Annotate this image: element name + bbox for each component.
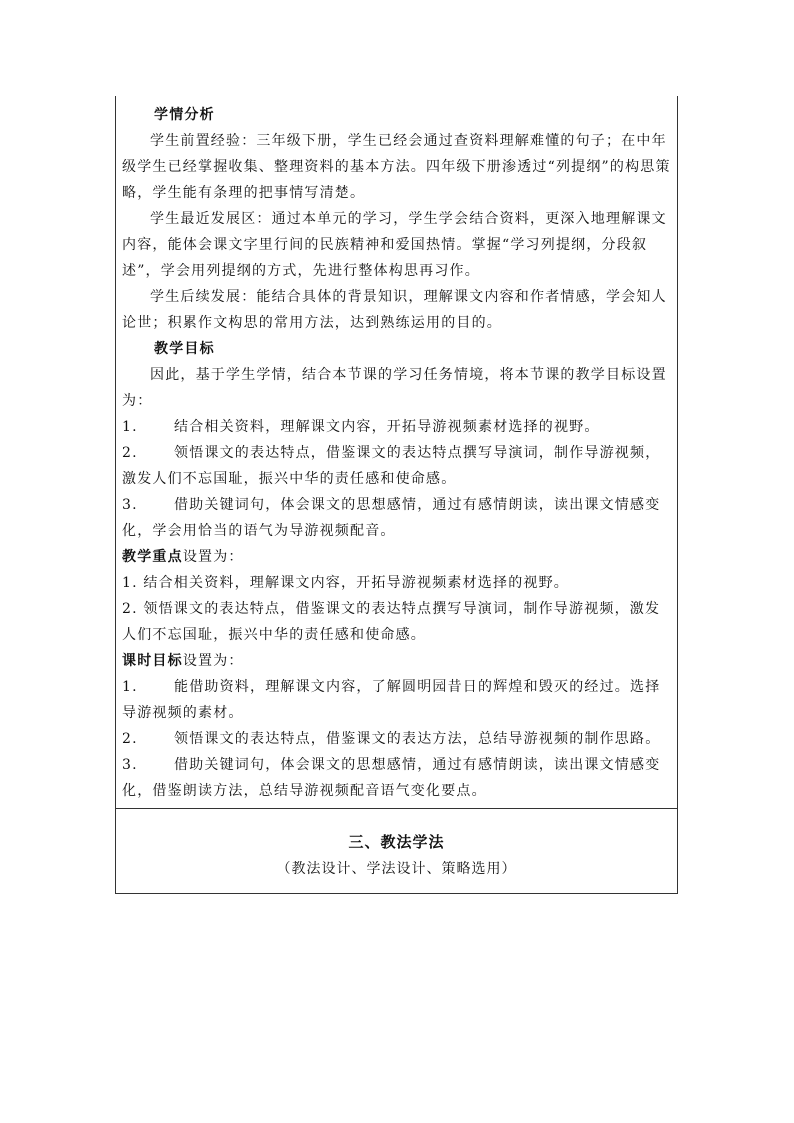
heading-bold: 教学重点	[122, 549, 183, 565]
teaching-goals-heading: 教学目标	[154, 341, 215, 357]
item-text: 借助关键词句，体会课文的思想感情，通过有感情朗读，读出课文情感变化，学会用恰当的语气为导游视频配音。	[122, 497, 661, 539]
key-points-heading	[122, 544, 673, 570]
learning-analysis-heading: 学情分析	[154, 107, 215, 123]
section-title: 三、教法学法	[348, 833, 445, 851]
teaching-goal-item	[122, 414, 673, 440]
item-number: 1.	[122, 419, 138, 435]
item-text: 借助关键词句，体会课文的思想感情，通过有感情朗读，读出课文情感变化，借鉴朗读方法，总结导游视频配音语气变化要点。	[122, 757, 661, 799]
item-text: 能借助资料，理解课文内容，了解圆明园昔日的辉煌和毁灭的经过。选择导游视频的素材。	[122, 679, 661, 721]
section-subtitle: （教法设计、学法设计、策略选用）	[276, 861, 517, 877]
document-table	[115, 96, 678, 894]
lesson-goal-item	[122, 674, 673, 726]
item-number: 1.	[122, 679, 138, 695]
item-number: 3.	[122, 497, 138, 513]
item-text: 结合相关资料，理解课文内容，开拓导游视频素材选择的视野。	[174, 419, 600, 435]
section-header-cell	[115, 808, 678, 894]
heading-bold: 课时目标	[122, 653, 183, 669]
item-text: 领悟课文的表达特点，借鉴课文的表达方法，总结导游视频的制作思路。	[174, 731, 661, 747]
lesson-goal-item	[122, 726, 673, 752]
heading-rest: 设置为：	[182, 653, 244, 669]
lesson-goal-item	[122, 752, 673, 804]
item-number: 3.	[122, 757, 138, 773]
heading-rest: 设置为：	[182, 549, 244, 565]
item-text: 领悟课文的表达特点，借鉴课文的表达特点撰写导演词，制作导游视频，激发人们不忘国耻，振兴中华的责任感和使命感。	[122, 445, 661, 487]
item-number: 2.	[122, 445, 138, 461]
teaching-goal-item	[122, 492, 673, 544]
key-point-item: 1. 结合相关资料，理解课文内容，开拓导游视频素材选择的视野。	[122, 575, 570, 591]
later-development-paragraph: 学生后续发展：能结合具体的背景知识，理解课文内容和作者情感，学会知人论世；积累作文构思的常用方法，达到熟练运用的目的。	[122, 289, 667, 331]
content-cell	[115, 96, 678, 808]
lesson-goals-heading	[122, 648, 673, 674]
zone-development-paragraph: 学生最近发展区：通过本单元的学习，学生学会结合资料，更深入地理解课文内容，能体会课文字里行间的民族精神和爱国热情。掌握“学习列提纲，分段叙述”，学会用列提纲的方式，先进行整体构思再习作。	[122, 211, 667, 279]
key-point-item: 2. 领悟课文的表达特点，借鉴课文的表达特点撰写导演词，制作导游视频，激发人们不忘国耻，振兴中华的责任感和使命感。	[122, 601, 661, 643]
item-number: 2.	[122, 731, 138, 747]
teaching-goal-item	[122, 440, 673, 492]
teaching-goals-intro: 因此，基于学生学情，结合本节课的学习任务情境，将本节课的教学目标设置为：	[122, 367, 667, 409]
prior-experience-paragraph: 学生前置经验：三年级下册，学生已经会通过查资料理解难懂的句子；在中年级学生已经掌握收集、整理资料的基本方法。四年级下册渗透过“列提纲”的构思策略，学生能有条理的把事情写清楚。	[122, 133, 671, 201]
